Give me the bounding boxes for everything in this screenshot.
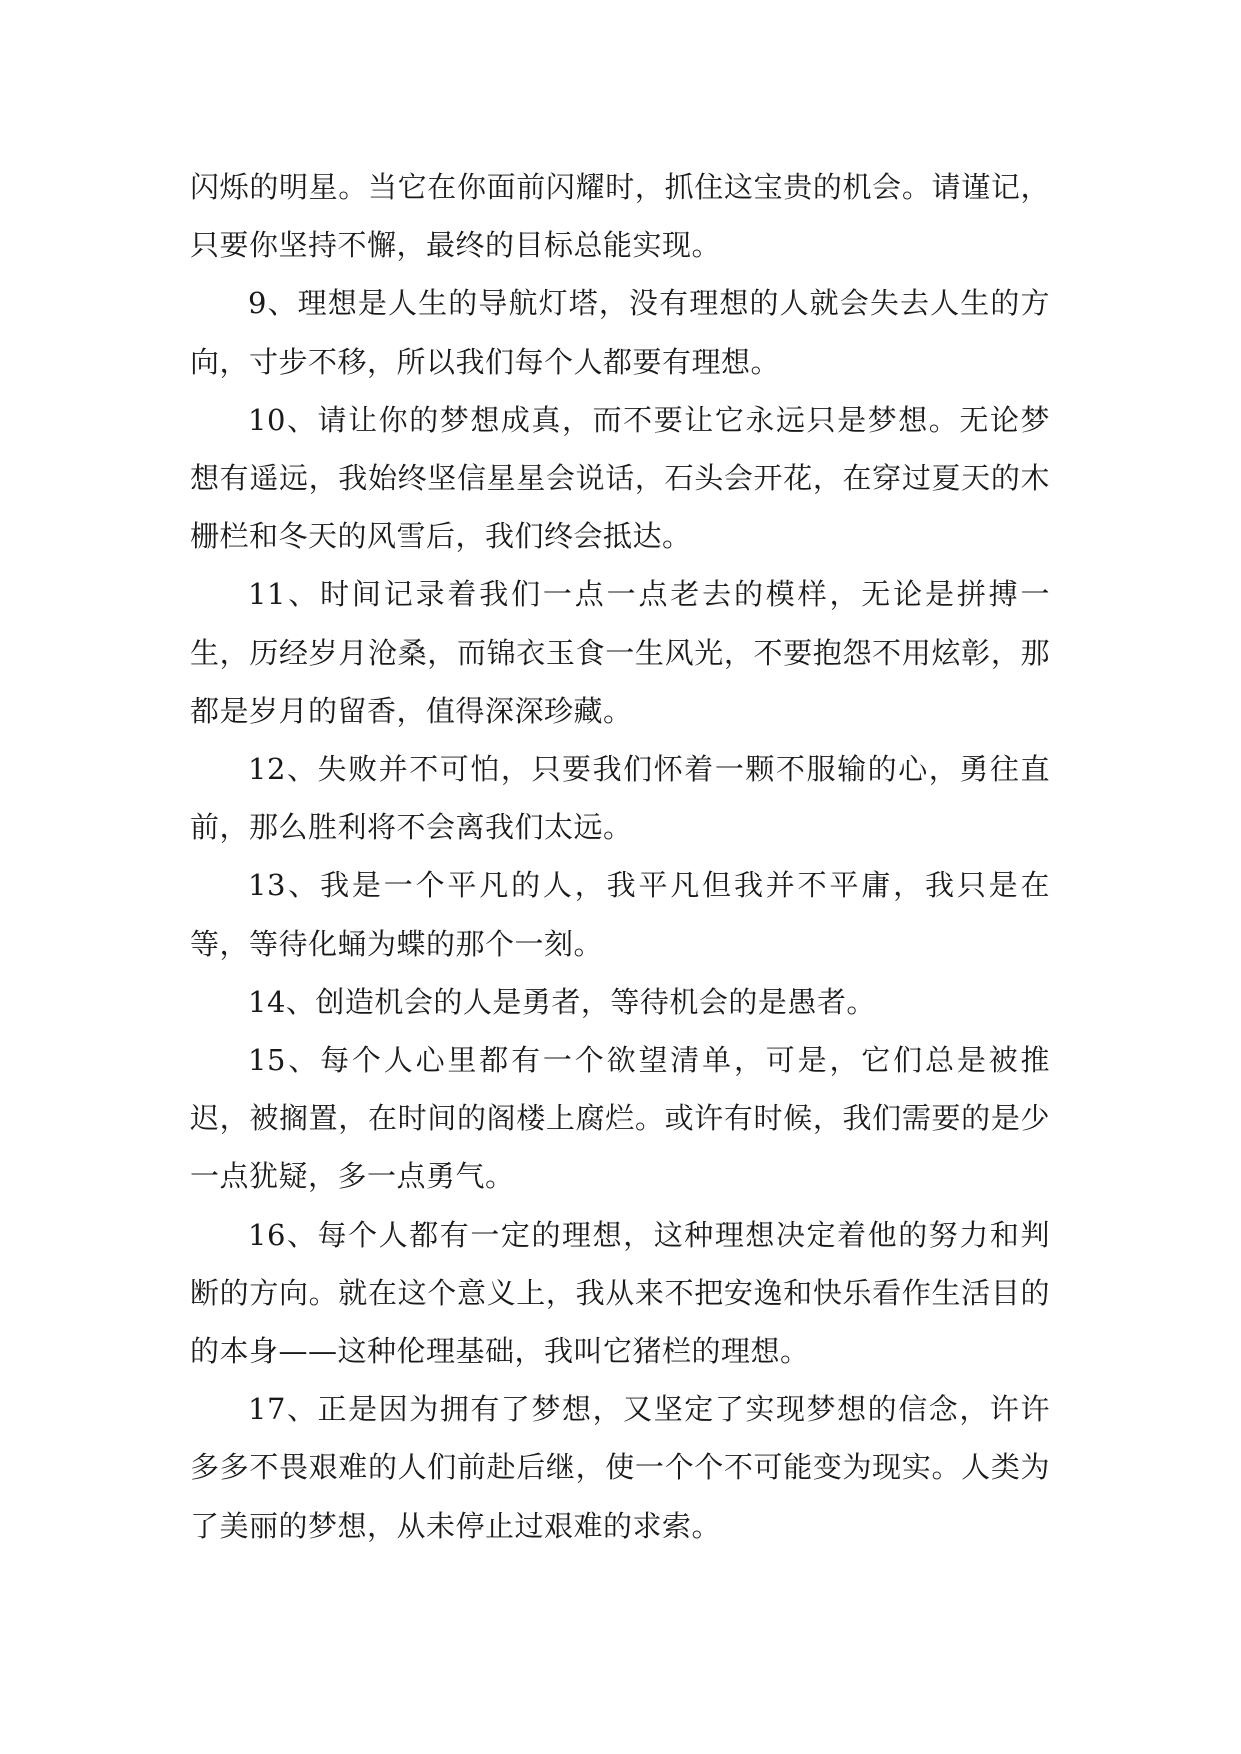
paragraph-continuation: 闪烁的明星。当它在你面前闪耀时，抓住这宝贵的机会。请谨记，只要你坚持不懈，最终的目标总能实现。 [190, 170, 1050, 263]
paragraph-item-16: 16、每个人都有一定的理想，这种理想决定着他的努力和判断的方向。就在这个意义上，我从来不把安逸和快乐看作生活目的的本身——这种伦理基础，我叫它猪栏的理想。 [190, 1217, 1050, 1369]
paragraph-item-12: 12、失败并不可怕，只要我们怀着一颗不服输的心，勇往直前，那么胜利将不会离我们太远。 [190, 752, 1050, 845]
paragraph-item-13: 13、我是一个平凡的人，我平凡但我并不平庸，我只是在等，等待化蛹为蝶的那个一刻。 [190, 868, 1050, 961]
paragraph-item-11: 11、时间记录着我们一点一点老去的模样，无论是拼搏一生，历经岁月沧桑，而锦衣玉食一生风光，不要抱怨不用炫彰，那都是岁月的留香，值得深深珍藏。 [190, 577, 1050, 728]
paragraph-item-17: 17、正是因为拥有了梦想，又坚定了实现梦想的信念，许许多多不畏艰难的人们前赴后继，使一个个不可能变为现实。人类为了美丽的梦想，从未停止过艰难的求索。 [190, 1392, 1050, 1543]
paragraph-item-10: 10、请让你的梦想成真，而不要让它永远只是梦想。无论梦想有遥远，我始终坚信星星会说话，石头会开花，在穿过夏天的木栅栏和冬天的风雪后，我们终会抵达。 [190, 402, 1050, 554]
document-body [190, 158, 1050, 1555]
paragraph-item-9: 9、理想是人生的导航灯塔，没有理想的人就会失去人生的方向，寸步不移，所以我们每个人都要有理想。 [190, 286, 1050, 379]
paragraph-item-15: 15、每个人心里都有一个欲望清单，可是，它们总是被推迟，被搁置，在时间的阁楼上腐烂。或许有时候，我们需要的是少一点犹疑，多一点勇气。 [190, 1043, 1050, 1194]
paragraph-item-14: 14、创造机会的人是勇者，等待机会的是愚者。 [248, 984, 876, 1019]
